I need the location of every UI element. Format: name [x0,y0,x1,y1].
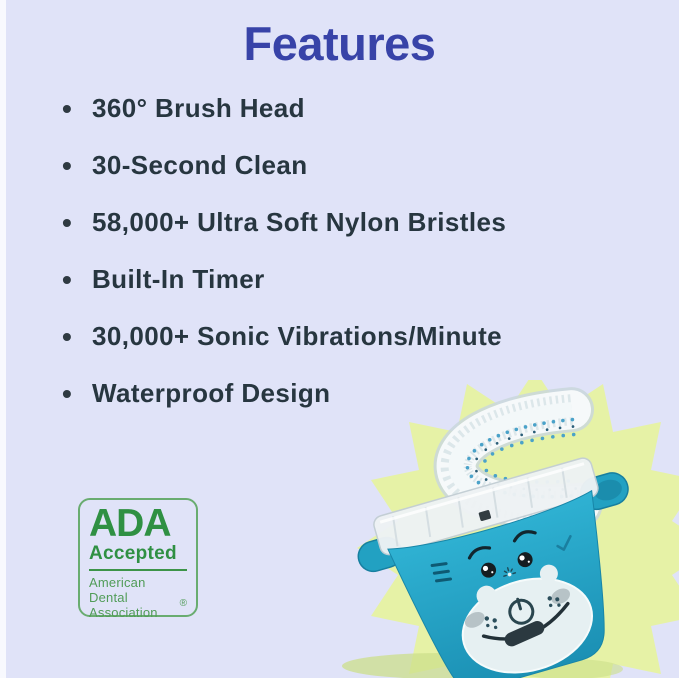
ada-org-name [89,575,187,620]
ada-acronym: ADA [89,502,171,545]
feature-item [62,194,622,251]
feature-item [62,308,622,365]
bullet-icon: • [62,263,73,295]
feature-item [62,80,622,137]
registered-trademark-icon: ® [179,598,187,609]
bullet-icon: • [62,320,73,352]
page-title: Features [243,17,436,70]
ada-accepted-label: Accepted [89,544,187,571]
bullet-icon: • [62,206,73,238]
ada-accepted-badge [78,498,198,620]
ada-org-line: Association [89,604,158,620]
feature-text: 30-Second Clean [92,150,308,180]
feature-text: 360° Brush Head [92,93,305,123]
feature-list [62,80,622,422]
feature-item [62,137,622,194]
left-edge-strip [0,0,6,678]
bullet-icon: • [62,377,73,409]
ada-org-line: Dental [89,589,128,605]
feature-item [62,251,622,308]
bullet-icon: • [62,92,73,124]
feature-text: 58,000+ Ultra Soft Nylon Bristles [92,207,507,237]
feature-text: 30,000+ Sonic Vibrations/Minute [92,321,502,351]
ada-org-line: American [89,574,146,590]
bullet-icon: • [62,149,73,181]
feature-text: Waterproof Design [92,378,331,408]
product-photo-toothbrush [300,380,679,678]
feature-text: Built-In Timer [92,264,265,294]
